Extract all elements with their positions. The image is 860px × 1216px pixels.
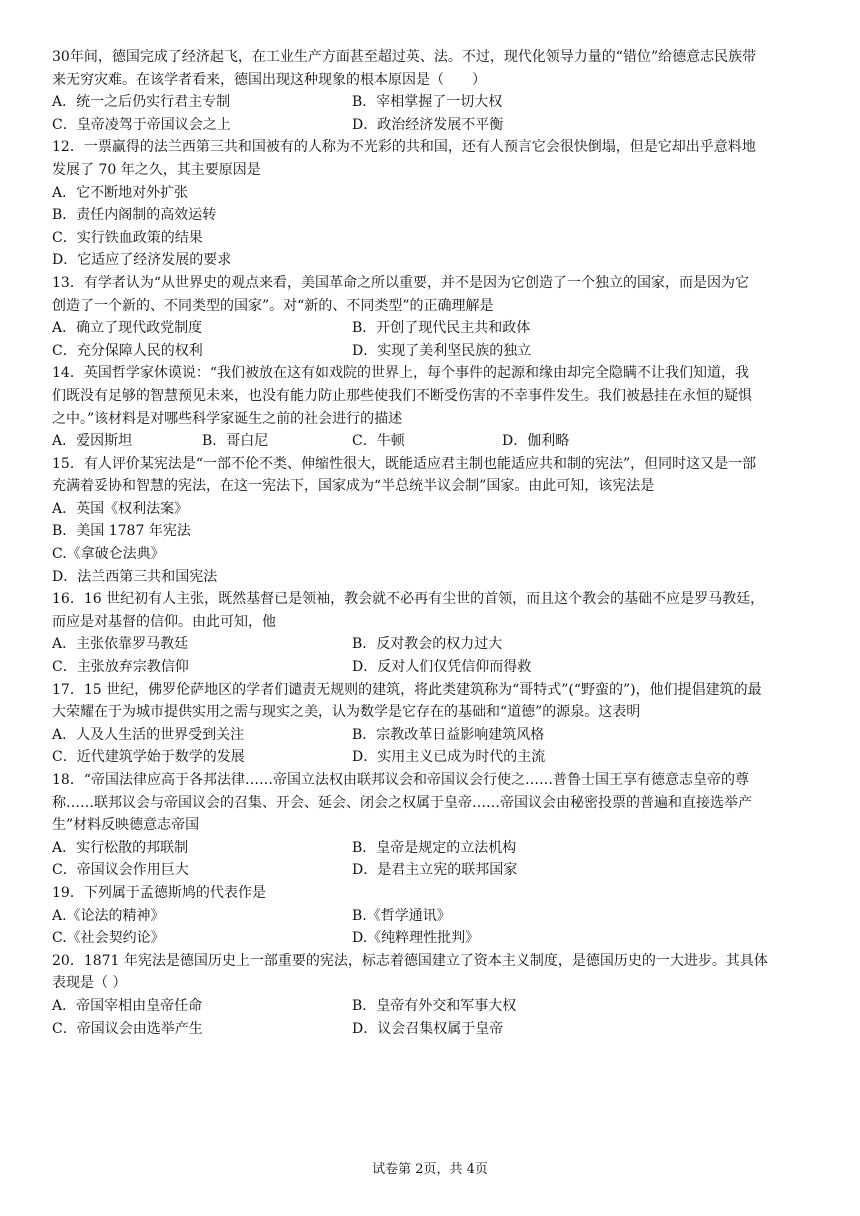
option-c[interactable]: C．近代建筑学始于数学的发展 xyxy=(52,749,245,766)
question-14 xyxy=(52,362,814,452)
option-d[interactable]: D．反对人们仅凭信仰而得救 xyxy=(352,659,532,676)
option-d[interactable]: D.《纯粹理性批判》 xyxy=(352,930,480,947)
question-text: 16．16 世纪初有人主张，既然基督已是领袖，教会就不必再有尘世的首领，而且这个教会的基础不应是罗马教廷， xyxy=(52,591,765,608)
option-d[interactable]: D．实用主义已成为时代的主流 xyxy=(352,749,546,766)
options-row xyxy=(52,746,814,769)
question-11-continuation xyxy=(52,46,814,136)
option-b[interactable]: B．宰相掌握了一切大权 xyxy=(352,94,503,111)
options-row xyxy=(52,430,814,453)
option-d[interactable]: D．议会召集权属于皇帝 xyxy=(352,1020,504,1037)
question-15 xyxy=(52,453,814,589)
question-text: 19．下列属于孟德斯鸠的代表作是 xyxy=(52,884,266,901)
option-d[interactable]: D．法兰西第三共和国宪法 xyxy=(52,568,218,585)
option-a[interactable]: A．爱因斯坦 xyxy=(52,433,133,450)
option-b[interactable]: B．宗教改革日益影响建筑风格 xyxy=(352,726,545,743)
options-row xyxy=(52,340,814,363)
question-text: 20．1871 年宪法是德国历史上一部重要的宪法，标志着德国建立了资本主义制度，是德国历史的一大进步。其具体 xyxy=(52,952,768,969)
question-text: 17．15 世纪，佛罗伦萨地区的学者们谴责无规则的建筑，将此类建筑称为“哥特式”(“野蛮的”)，他们提倡建筑的最 xyxy=(52,681,762,698)
question-text: 12．一票赢得的法兰西第三共和国被有的人称为不光彩的共和国，还有人预言它会很快倒塌，但是它却出乎意料地 xyxy=(52,139,756,156)
options-row xyxy=(52,927,814,950)
option-c[interactable]: C．充分保障人民的权利 xyxy=(52,342,203,359)
question-text: 发展了 70 年之久，其主要原因是 xyxy=(52,161,261,178)
option-c[interactable]: C．帝国议会作用巨大 xyxy=(52,862,189,879)
page-footer: 试卷第 2页，共 4页 xyxy=(372,1162,488,1177)
question-text: 们既没有足够的智慧预见未来，也没有能力防止那些使我们不断受伤害的不幸事件发生。我们被悬挂在永恒的疑惧 xyxy=(52,387,752,404)
option-b[interactable]: B．美国 1787 年宪法 xyxy=(52,523,191,540)
question-12 xyxy=(52,136,814,272)
option-b[interactable]: B.《哲学通讯》 xyxy=(352,907,451,924)
question-text: 14．英国哲学家休谟说：“我们被放在这有如戏院的世界上，每个事件的起源和缘由却完全隐瞒不让我们知道，我 xyxy=(52,365,749,382)
option-b[interactable]: B．开创了现代民主共和政体 xyxy=(352,320,531,337)
option-d[interactable]: D．实现了美利坚民族的独立 xyxy=(352,342,532,359)
question-18 xyxy=(52,769,814,882)
question-text: 称……联邦议会与帝国议会的召集、开会、延会、闭会之权属于皇帝……帝国议会由秘密投票的普遍和直接选举产 xyxy=(52,794,752,811)
question-text: 13．有学者认为“从世界史的观点来看，美国革命之所以重要，并不是因为它创造了一个独立的国家，而是因为它 xyxy=(52,274,749,291)
option-a[interactable]: A．实行松散的邦联制 xyxy=(52,839,189,856)
option-a[interactable]: A．人及人生活的世界受到关注 xyxy=(52,726,245,743)
exam-page xyxy=(52,46,814,1040)
options-row xyxy=(52,995,814,1018)
question-text: 来无穷灾难。在该学者看来，德国出现这种现象的根本原因是（ ） xyxy=(52,71,486,88)
option-b[interactable]: B．责任内阁制的高效运转 xyxy=(52,207,217,224)
option-a[interactable]: A．英国《权利法案》 xyxy=(52,500,189,517)
question-16 xyxy=(52,588,814,678)
options-row xyxy=(52,905,814,928)
options-row xyxy=(52,656,814,679)
options-row xyxy=(52,633,814,656)
options-row xyxy=(52,837,814,860)
option-a[interactable]: A．统一之后仍实行君主专制 xyxy=(52,94,231,111)
question-text: 15．有人评价某宪法是“一部不伦不类、伸缩性很大，既能适应君主制也能适应共和制的宪法”，但同时这又是一部 xyxy=(52,455,757,472)
question-17 xyxy=(52,679,814,769)
question-text: 30年间，德国完成了经济起飞，在工业生产方面甚至超过英、法。不过，现代化领导力量的“错位”给德意志民族带 xyxy=(52,49,757,65)
question-text: 而应是对基督的信仰。由此可知，他 xyxy=(52,613,276,630)
option-a[interactable]: A．确立了现代政党制度 xyxy=(52,320,203,337)
question-text: 18．“帝国法律应高于各邦法律……帝国立法权由联邦议会和帝国议会行使之……普鲁士国王享有德意志皇帝的尊 xyxy=(52,772,749,788)
option-c[interactable]: C．实行铁血政策的结果 xyxy=(52,229,203,246)
option-b[interactable]: B．哥白尼 xyxy=(202,433,269,450)
option-c[interactable]: C．牛顿 xyxy=(352,433,405,450)
options-row xyxy=(52,91,814,114)
question-text: 之中。”该材料是对哪些科学家诞生之前的社会进行的描述 xyxy=(52,410,403,427)
option-a[interactable]: A．帝国宰相由皇帝任命 xyxy=(52,997,203,1014)
option-d[interactable]: D．伽利略 xyxy=(502,433,570,450)
option-d[interactable]: D．是君主立宪的联邦国家 xyxy=(352,862,518,879)
question-13 xyxy=(52,272,814,362)
option-c[interactable]: C.《拿破仑法典》 xyxy=(52,546,165,563)
option-d[interactable]: D．它适应了经济发展的要求 xyxy=(52,252,232,269)
option-c[interactable]: C．主张放弃宗教信仰 xyxy=(52,659,189,676)
question-text: 充满着妥协和智慧的宪法，在这一宪法下，国家成为“半总统半议会制”国家。由此可知，该宪法是 xyxy=(52,478,655,495)
option-c[interactable]: C.《社会契约论》 xyxy=(52,930,165,947)
question-19 xyxy=(52,882,814,950)
option-a[interactable]: A.《论法的精神》 xyxy=(52,907,165,924)
option-c[interactable]: C．帝国议会由选举产生 xyxy=(52,1020,203,1037)
options-row xyxy=(52,724,814,747)
options-row xyxy=(52,1018,814,1041)
question-text: 大荣耀在于为城市提供实用之需与现实之美，认为数学是它存在的基础和“道德”的源泉。这表明 xyxy=(52,704,641,721)
option-c[interactable]: C．皇帝凌驾于帝国议会之上 xyxy=(52,116,231,133)
options-row xyxy=(52,114,814,137)
option-d[interactable]: D．政治经济发展不平衡 xyxy=(352,116,504,133)
question-text: 表现是（ ） xyxy=(52,975,127,992)
option-b[interactable]: B．皇帝有外交和军事大权 xyxy=(352,997,517,1014)
options-row xyxy=(52,317,814,340)
option-a[interactable]: A．它不断地对外扩张 xyxy=(52,184,189,201)
question-text: 创造了一个新的、不同类型的国家”。对“新的、不同类型”的正确理解是 xyxy=(52,297,494,314)
option-b[interactable]: B．皇帝是规定的立法机构 xyxy=(352,839,517,856)
option-a[interactable]: A．主张依靠罗马教廷 xyxy=(52,636,189,653)
question-20 xyxy=(52,950,814,1040)
options-row xyxy=(52,859,814,882)
question-text: 生”材料反映德意志帝国 xyxy=(52,817,200,834)
option-b[interactable]: B．反对教会的权力过大 xyxy=(352,636,503,653)
